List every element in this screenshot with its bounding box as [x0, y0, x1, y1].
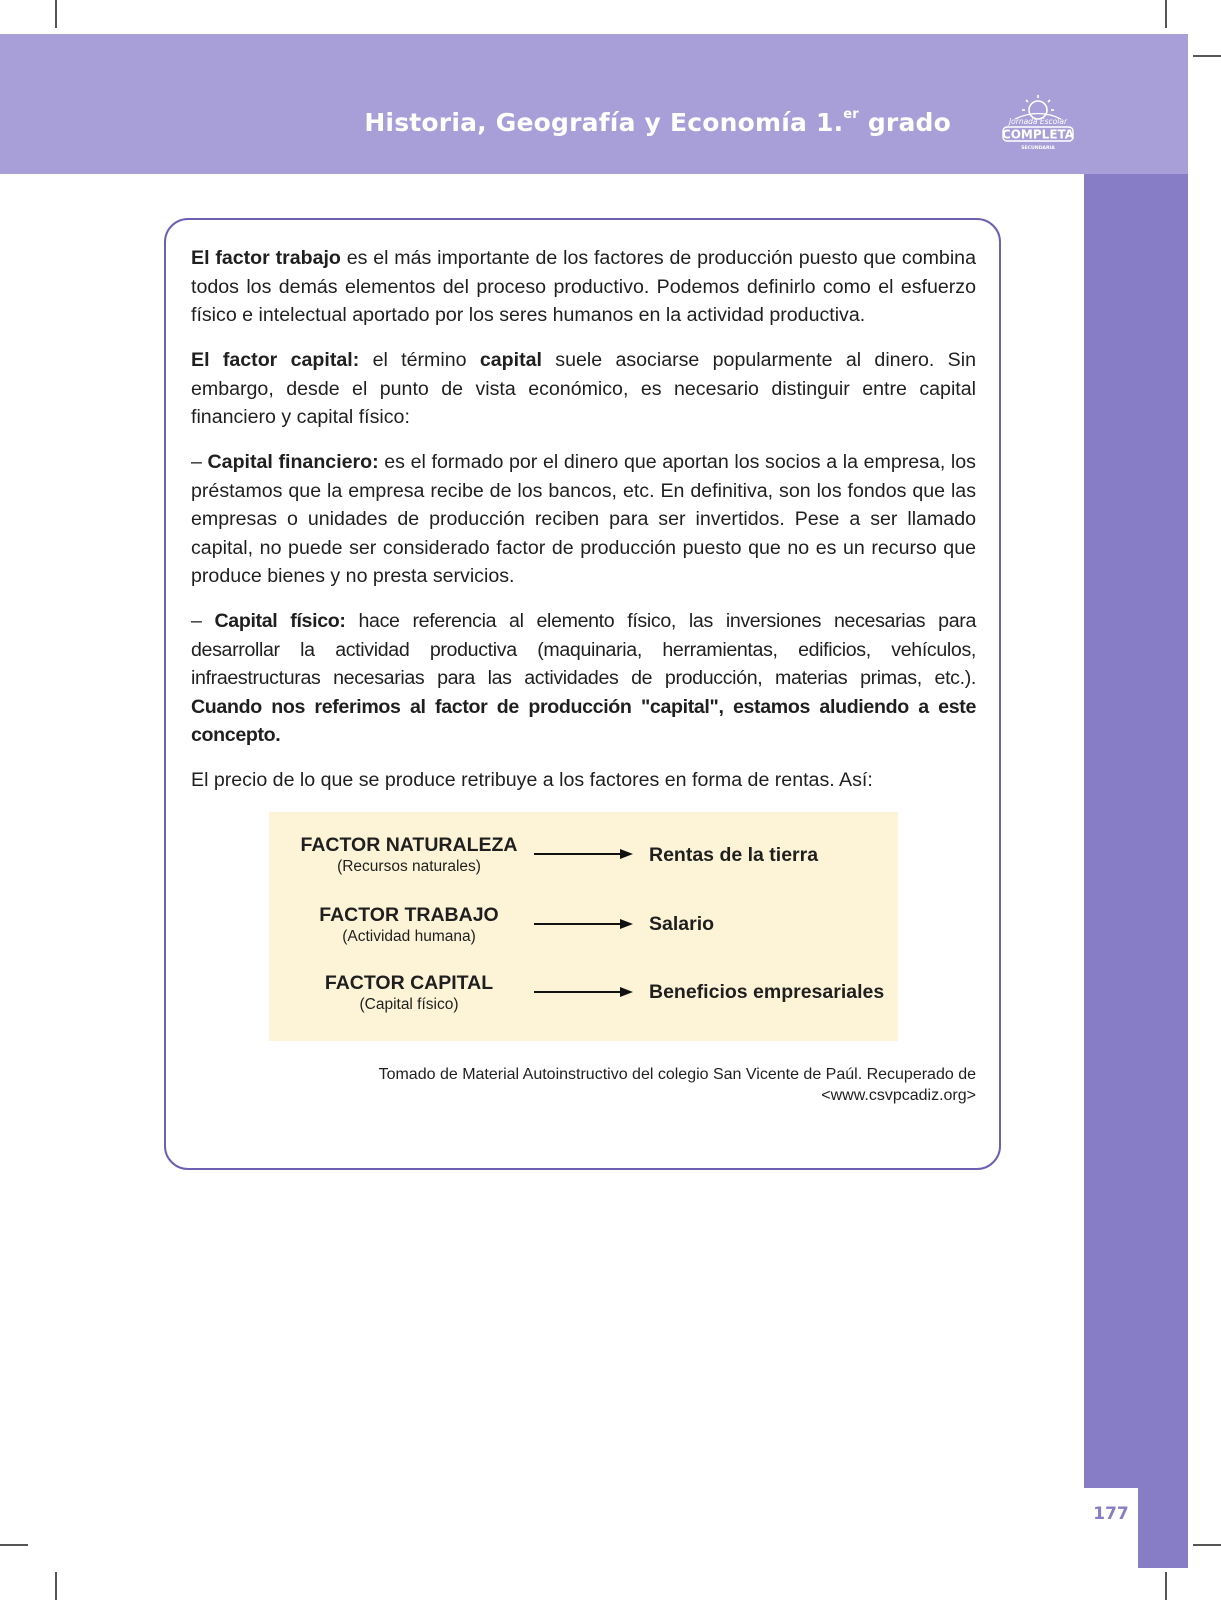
- content-text: [191, 244, 976, 811]
- diagram-row: [269, 834, 898, 894]
- header-title-text: Historia, Geografía y Economía 1.: [364, 108, 844, 137]
- source-citation: [300, 1064, 976, 1106]
- result-label: Rentas de la tierra: [649, 844, 819, 866]
- capital-fisico-term: Capital físico:: [214, 610, 346, 632]
- factor-capital-term: El factor capital:: [191, 349, 360, 371]
- page-tab: [1084, 1488, 1138, 1568]
- capital-financiero-text: es el formado por el dinero que aportan los socios a la empresa, los préstamos que la empresa recibe de los bancos, etc. En definitiva, son los fondos que las empresas o unidades de producción reciben para ser invertidos. Pese a ser llamado capital, no puede ser considerado factor de producción puesto que no es un recurso que produce bienes y no presta servicios.: [191, 451, 976, 587]
- paragraph-capital-financiero: [191, 448, 976, 591]
- source-link[interactable]: <www.csvpcadiz.org>: [821, 1087, 976, 1104]
- logo-top-text: Jornada Escolar: [1008, 117, 1068, 126]
- diagram-row: [269, 972, 898, 1032]
- arrow-right-icon: [534, 848, 634, 860]
- factor-label: FACTOR TRABAJO: [319, 904, 499, 926]
- factor-capital-text-b: suele asociarse popularmente al dinero. Sin embargo, desde el punto de vista económico, es necesario distinguir entre capital financiero y capital físico:: [191, 349, 976, 428]
- paragraph-precio: [191, 766, 976, 795]
- header-title: [364, 108, 951, 137]
- factor-sublabel: (Recursos naturales): [337, 858, 481, 875]
- result-label: Salario: [649, 913, 715, 935]
- result-label: Beneficios empresariales: [649, 981, 885, 1003]
- header-title-superscript: er: [843, 106, 859, 122]
- precio-text: El precio de lo que se produce retribuye a los factores en forma de rentas. Así:: [191, 769, 873, 791]
- logo-main-text: COMPLETA: [1001, 127, 1075, 142]
- header-title-suffix: grado: [858, 108, 951, 137]
- factor-label: FACTOR CAPITAL: [324, 972, 494, 994]
- crop-mark: [1165, 0, 1167, 28]
- paragraph-factor-capital: [191, 346, 976, 432]
- jornada-completa-logo: [995, 94, 1081, 156]
- capital-fisico-text: hace referencia al elemento físico, las inversiones necesarias para desarrollar la actividad productiva (maquinaria, herramientas, edificios, vehículos, infraestructuras necesarias para las actividades de producción, materias primas, etc.).: [191, 610, 976, 689]
- diagram-row: [269, 904, 898, 964]
- crop-mark: [1165, 1572, 1167, 1600]
- crop-mark: [55, 0, 57, 28]
- capital-fisico-conclusion: Cuando nos referimos al factor de producción "capital", estamos aludiendo a este concepto.: [191, 695, 976, 746]
- dash: –: [191, 610, 215, 632]
- paragraph-factor-trabajo: [191, 244, 976, 330]
- arrow-right-icon: [534, 918, 634, 930]
- dash: –: [191, 451, 208, 473]
- factors-diagram: [269, 812, 898, 1041]
- logo-bottom-text: SECUNDARIA: [1021, 146, 1055, 151]
- arrow-right-icon: [534, 986, 634, 998]
- crop-mark: [1193, 1544, 1221, 1546]
- diagram-factor: [289, 972, 529, 1014]
- capital-financiero-term: Capital financiero:: [207, 451, 379, 473]
- paragraph-capital-fisico: [191, 607, 976, 750]
- crop-mark: [55, 1572, 57, 1600]
- diagram-factor: [289, 904, 529, 946]
- factor-sublabel: (Capital físico): [359, 996, 459, 1013]
- factor-label: FACTOR NATURALEZA: [300, 834, 518, 856]
- diagram-factor: [289, 834, 529, 876]
- factor-trabajo-text: es el más importante de los factores de producción puesto que combina todos los demás elementos del proceso productivo. Podemos definirlo como el esfuerzo físico e intelectual aportado por los seres humanos en la actividad productiva.: [191, 247, 976, 326]
- factor-capital-text-a: el término: [359, 349, 480, 371]
- factor-sublabel: (Actividad humana): [342, 928, 476, 945]
- page-number: 177: [1093, 1504, 1129, 1524]
- capital-term: capital: [479, 349, 542, 371]
- crop-mark: [0, 1544, 28, 1546]
- crop-mark: [1193, 55, 1221, 57]
- factor-trabajo-term: El factor trabajo: [191, 247, 341, 269]
- side-band: [1084, 174, 1188, 1568]
- source-line-1: Tomado de Material Autoinstructivo del colegio San Vicente de Paúl. Recuperado de: [378, 1066, 976, 1083]
